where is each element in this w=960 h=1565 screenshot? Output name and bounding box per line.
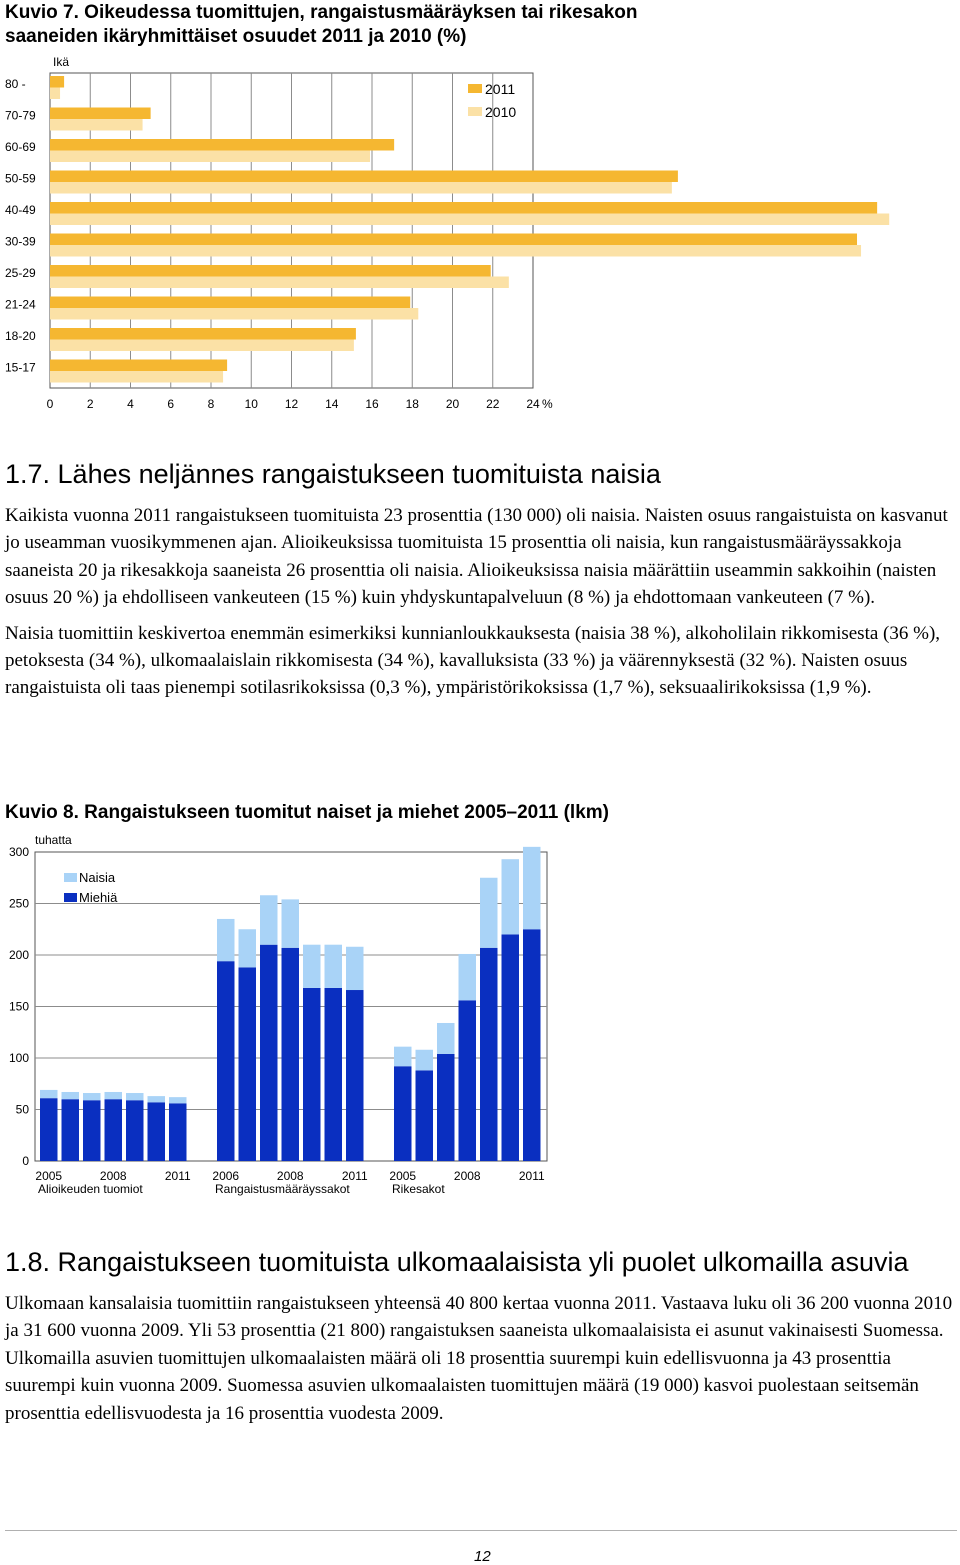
bar-miehia-2-2006 <box>416 1070 434 1161</box>
x-tick-label: 2008 <box>276 1169 304 1183</box>
page-number: 12 <box>474 1548 491 1565</box>
bar-miehia-2-2008 <box>459 1000 477 1161</box>
x-tick-label: 2 <box>86 397 94 411</box>
bar-naisia-0-2008 <box>105 1092 123 1099</box>
bar-2011-70-79 <box>50 108 151 120</box>
bar-2011-21-24 <box>50 297 410 309</box>
bar-miehia-1-2006 <box>239 967 257 1161</box>
figure-8-caption: Kuvio 8. Rangaistukseen tuomitut naiset ja miehet 2005–2011 (lkm) <box>5 802 609 823</box>
x-tick-label: 6 <box>167 397 175 411</box>
figure-7-caption <box>5 1 955 49</box>
bar-2010-70-79 <box>50 119 143 131</box>
bar-naisia-1-2011 <box>346 947 364 990</box>
x-tick-label: 8 <box>207 397 215 411</box>
group-label-2: Rikesakot <box>392 1182 445 1196</box>
legend-label-1: Miehiä <box>79 890 118 905</box>
x-tick-label: 14 <box>325 397 339 411</box>
legend-swatch-0 <box>64 873 77 882</box>
y-tick-label: 30-39 <box>5 234 36 249</box>
figure-7-caption-line-2: saaneiden ikäryhmittäiset osuudet 2011 ja 2010 (%) <box>5 26 467 47</box>
bar-miehia-2-2007 <box>437 1054 455 1161</box>
bar-miehia-1-2009 <box>303 988 321 1161</box>
bar-naisia-1-2006 <box>239 929 257 967</box>
bar-miehia-2-2011 <box>523 929 541 1161</box>
x-tick-label: 2011 <box>164 1169 191 1183</box>
bar-2011-40-49 <box>50 202 877 214</box>
bar-miehia-1-2007 <box>260 945 278 1161</box>
bar-2011-50-59 <box>50 171 678 183</box>
sentenced-women-men-stacked-chart <box>0 826 600 1206</box>
bar-naisia-2-2007 <box>437 1023 455 1054</box>
y-tick-label: 150 <box>8 999 29 1014</box>
legend-swatch-1 <box>64 893 77 902</box>
bar-miehia-2-2010 <box>502 934 520 1161</box>
bar-2010-25-29 <box>50 277 509 289</box>
x-tick-label: 20 <box>445 397 460 411</box>
bar-2011-80 - <box>50 76 64 88</box>
bar-naisia-1-2009 <box>303 945 321 988</box>
age-group-bar-chart <box>0 50 600 420</box>
x-tick-label: 2011 <box>518 1169 545 1183</box>
bar-miehia-2-2009 <box>480 948 498 1161</box>
x-unit-label: % <box>542 397 553 411</box>
y-tick-label: 18-20 <box>5 329 36 343</box>
y-tick-label: 50-59 <box>5 171 36 186</box>
x-tick-label: 2005 <box>389 1169 417 1183</box>
y-tick-label: 40-49 <box>5 203 36 217</box>
bar-miehia-0-2005 <box>40 1098 58 1161</box>
bar-miehia-1-2010 <box>325 988 343 1161</box>
bar-miehia-2-2005 <box>394 1066 412 1161</box>
bar-2010-40-49 <box>50 214 889 226</box>
bar-miehia-1-2011 <box>346 990 364 1161</box>
y-tick-label: 100 <box>8 1051 29 1065</box>
section-1-7-paragraph-1: Kaikista vuonna 2011 rangaistukseen tuomituista 23 prosenttia (130 000) oli naisia. Naisten osuus rangaistuista on kasvanut jo useamman vuosikymmenen ajan. Alioikeuksissa tuomituista 15 prosenttia oli naisia, kun rangaistusmääräyssakkoja saaneista 20 ja rikesakkoja saaneista 26 prosenttia oli naisia. Alioikeuksissa naisia määrättiin useammin sakkoihin (naisten osuus 20 %) ja ehdolliseen vankeuteen (15 %) kuin yhdyskuntapalveluun (8 %) ja ehdottomaan vankeuteen (7 %). <box>5 505 948 609</box>
section-1-7-heading: 1.7. Lähes neljännes rangaistukseen tuomituista naisia <box>5 459 661 489</box>
bar-miehia-0-2010 <box>148 1102 166 1161</box>
y-tick-label: 80 - <box>5 77 26 91</box>
bar-miehia-0-2006 <box>62 1099 80 1161</box>
bar-naisia-0-2009 <box>126 1093 144 1100</box>
bar-2010-30-39 <box>50 245 861 257</box>
bar-2010-21-24 <box>50 308 418 320</box>
bar-miehia-0-2011 <box>169 1103 187 1161</box>
bar-naisia-1-2008 <box>282 899 300 947</box>
bar-naisia-1-2010 <box>325 945 343 988</box>
y-tick-label: 50 <box>15 1102 29 1117</box>
x-tick-label: 16 <box>365 397 379 411</box>
bar-2010-80 - <box>50 88 60 100</box>
bar-naisia-2-2009 <box>480 878 498 948</box>
section-1-8-body <box>5 1290 955 1427</box>
x-tick-label: 24 <box>526 397 540 411</box>
bar-naisia-1-2005 <box>217 919 235 961</box>
footer-divider <box>5 1530 957 1531</box>
legend-swatch-2011 <box>468 84 482 93</box>
bar-2011-60-69 <box>50 139 394 151</box>
bar-miehia-0-2009 <box>126 1100 144 1161</box>
bar-naisia-0-2005 <box>40 1090 58 1098</box>
section-1-8-heading: 1.8. Rangaistukseen tuomituista ulkomaalaisista yli puolet ulkomailla asuvia <box>5 1247 909 1277</box>
bar-naisia-2-2005 <box>394 1047 412 1067</box>
x-tick-label: 2011 <box>341 1169 368 1183</box>
bar-2011-25-29 <box>50 265 491 277</box>
bar-naisia-0-2007 <box>83 1093 101 1100</box>
group-label-0: Alioikeuden tuomiot <box>38 1182 143 1196</box>
bar-miehia-1-2005 <box>217 961 235 1161</box>
group-label-1: Rangaistusmääräyssakot <box>215 1182 350 1196</box>
bar-miehia-0-2008 <box>105 1099 123 1161</box>
x-tick-label: 22 <box>486 397 500 411</box>
y-tick-label: 70-79 <box>5 108 36 123</box>
bar-naisia-2-2011 <box>523 847 541 929</box>
bar-2010-50-59 <box>50 182 672 194</box>
bar-naisia-2-2010 <box>502 859 520 934</box>
bar-naisia-0-2010 <box>148 1096 166 1102</box>
y-axis-title: Ikä <box>53 55 70 69</box>
bar-naisia-0-2006 <box>62 1092 80 1099</box>
bar-naisia-0-2011 <box>169 1097 187 1103</box>
legend-label-0: Naisia <box>79 870 116 885</box>
x-tick-label: 2008 <box>453 1169 481 1183</box>
bar-miehia-0-2007 <box>83 1100 101 1161</box>
bar-2010-60-69 <box>50 151 370 163</box>
bar-2010-15-17 <box>50 371 223 383</box>
y-axis-title: tuhatta <box>35 833 72 847</box>
bar-miehia-1-2008 <box>282 948 300 1161</box>
x-tick-label: 0 <box>46 397 54 411</box>
x-tick-label: 18 <box>405 397 419 411</box>
legend-label-2010: 2010 <box>485 104 517 120</box>
y-tick-label: 0 <box>22 1154 29 1168</box>
y-tick-label: 250 <box>8 896 29 911</box>
bar-2011-18-20 <box>50 328 356 340</box>
section-1-7-body <box>5 502 955 702</box>
section-1-8-paragraph-1: Ulkomaan kansalaisia tuomittiin rangaistukseen yhteensä 40 800 kertaa vuonna 2011. Vastaava luku oli 36 200 vuonna 2010 ja 31 600 vuonna 2009. Yli 53 prosenttia (21 800) rangaistuksen saaneista ulkomaalaisista ei asunut vakinaisesti Suomessa. Ulkomailla asuvien tuomittujen ulkomaalaisten määrä oli 18 prosenttia suurempi kuin edellisvuonna ja 43 prosenttia suurempi kuin vuonna 2009. Suomessa asuvien ulkomaalaisten tuomittujen määrä (19 000) kasvoi puolestaan seitsemän prosenttia edellisvuodesta ja 16 prosenttia vuodesta 2009. <box>5 1293 953 1424</box>
bar-naisia-2-2006 <box>416 1050 434 1071</box>
bar-naisia-1-2007 <box>260 895 278 944</box>
bar-2011-15-17 <box>50 360 227 372</box>
y-tick-label: 21-24 <box>5 297 36 312</box>
legend-label-2011: 2011 <box>485 81 516 97</box>
x-tick-label: 10 <box>244 397 258 411</box>
bar-naisia-2-2008 <box>459 954 477 1000</box>
y-tick-label: 15-17 <box>5 360 36 375</box>
y-tick-label: 300 <box>8 845 29 859</box>
x-tick-label: 2008 <box>99 1169 127 1183</box>
y-tick-label: 200 <box>8 948 29 962</box>
bar-2011-30-39 <box>50 234 857 246</box>
legend-swatch-2010 <box>468 107 482 116</box>
x-tick-label: 2005 <box>35 1169 63 1183</box>
x-tick-label: 4 <box>127 397 134 411</box>
section-1-7-paragraph-2: Naisia tuomittiin keskivertoa enemmän esimerkiksi kunnianloukkauksesta (naisia 38 %), alkoholilain rikkomisesta (36 %), petoksesta (34 %), ulkomaalaislain rikkomisesta (34 %), kavalluksista (33 %) ja väärennyksestä (32 %). Naisten osuus rangaistuista oli taas pienempi sotilasrikoksissa (0,3 %), ympäristörikoksissa (1,7 %), seksuaalirikoksissa (1,9 %). <box>5 622 941 699</box>
y-tick-label: 60-69 <box>5 140 36 154</box>
figure-7-caption-line-1: Kuvio 7. Oikeudessa tuomittujen, rangaistusmääräyksen tai rikesakon <box>5 2 638 23</box>
x-tick-label: 2006 <box>212 1169 240 1183</box>
bar-2010-18-20 <box>50 340 354 352</box>
x-tick-label: 12 <box>284 397 299 411</box>
y-tick-label: 25-29 <box>5 266 36 280</box>
